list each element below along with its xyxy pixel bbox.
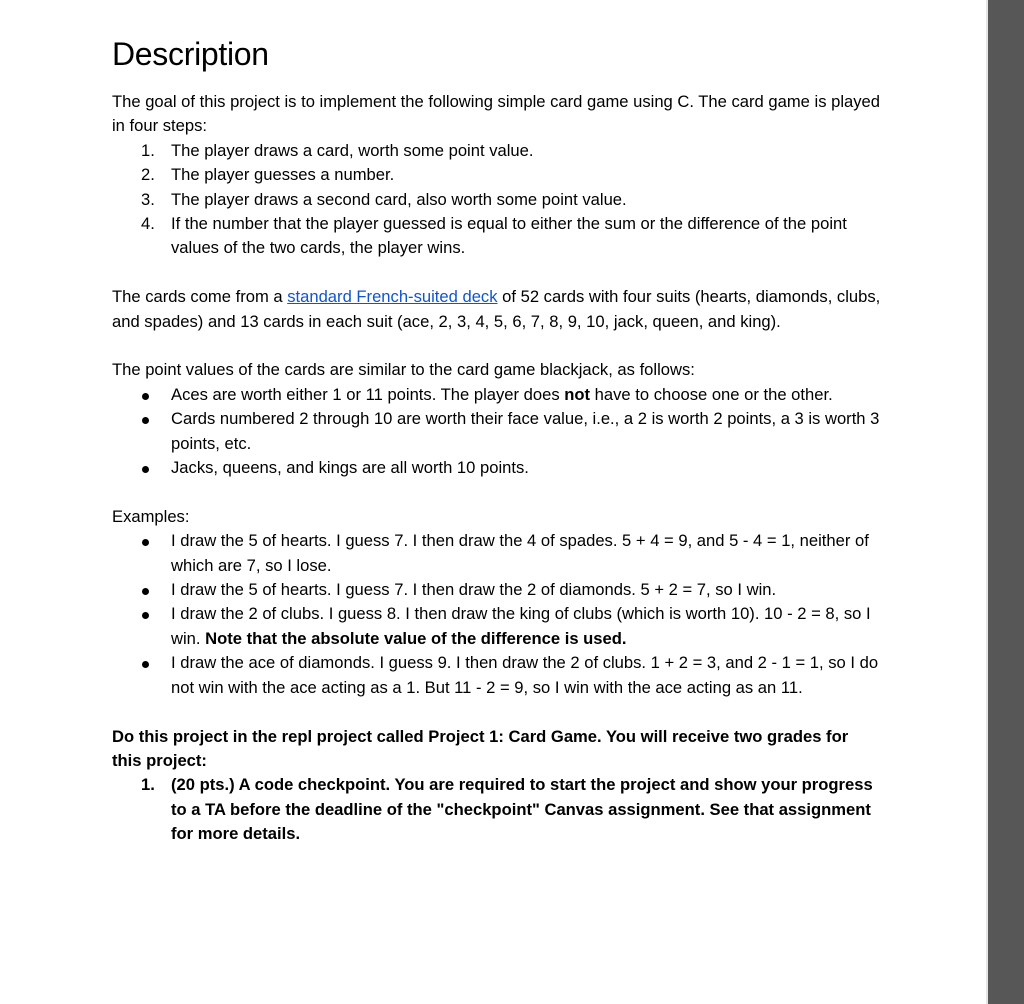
bullet-icon <box>142 661 149 668</box>
bullet-icon <box>142 466 149 473</box>
list-item-text: The player guesses a number. <box>171 165 395 185</box>
spacer <box>112 700 882 724</box>
points-intro: The point values of the cards are similar to the card game blackjack, as follows: <box>112 360 695 380</box>
list-item-text: The player draws a second card, also worth some point value. <box>171 189 627 209</box>
list-item: I draw the 5 of hearts. I guess 7. I then draw the 2 of diamonds. 5 + 2 = 7, so I win. <box>112 578 882 602</box>
list-number: 4. <box>141 214 155 234</box>
bullet-icon <box>142 612 149 619</box>
grades-list <box>112 773 882 846</box>
list-item: I draw the ace of diamonds. I guess 9. I then draw the 2 of clubs. 1 + 2 = 3, and 2 - 1 = 1, so I do not win with the ace acting as a 1. But 11 - 2 = 9, so I win with the ace acting as an 11. <box>112 651 882 700</box>
list-item: I draw the 5 of hearts. I guess 7. I then draw the 4 of spades. 5 + 4 = 9, and 5 - 4 = 1, neither of which are 7, so I lose. <box>112 529 882 578</box>
list-item-text: If the number that the player guessed is equal to either the sum or the difference of the point values of the two cards, the player wins. <box>171 214 847 258</box>
examples-label: Examples: <box>112 506 190 526</box>
list-item <box>112 212 882 261</box>
list-number: 2. <box>141 165 155 185</box>
list-item-text: The player draws a card, worth some point value. <box>171 140 534 160</box>
bullet-icon <box>142 417 149 424</box>
page-title: Description <box>112 36 269 72</box>
list-item: Aces are worth either 1 or 11 points. The player does not have to choose one or the other. <box>112 383 882 407</box>
spacer <box>112 480 882 504</box>
document-content <box>112 34 882 847</box>
list-item <box>112 163 882 187</box>
deck-paragraph <box>112 285 882 334</box>
list-item <box>112 188 882 212</box>
points-list <box>112 383 882 481</box>
spacer <box>112 261 882 285</box>
list-number: 1. <box>141 775 155 795</box>
list-item: Jacks, queens, and kings are all worth 10 points. <box>112 456 882 480</box>
instructions-paragraph: Do this project in the repl project called Project 1: Card Game. You will receive two grades for this project: <box>112 726 849 770</box>
bullet-icon <box>142 539 149 546</box>
examples-list <box>112 529 882 700</box>
list-item <box>112 139 882 163</box>
list-number: 1. <box>141 140 155 160</box>
list-number: 3. <box>141 189 155 209</box>
french-deck-link[interactable]: standard French-suited deck <box>287 287 498 307</box>
bullet-icon <box>142 588 149 595</box>
scrollbar[interactable] <box>988 0 1024 1004</box>
list-item <box>112 773 882 846</box>
deck-text-before: The cards come from a <box>112 287 288 307</box>
list-item: Cards numbered 2 through 10 are worth their face value, i.e., a 2 is worth 2 points, a 3 is worth 3 points, etc. <box>112 407 882 456</box>
list-item-text: (20 pts.) A code checkpoint. You are required to start the project and show your progress to a TA before the deadline of the "checkpoint" Canvas assignment. See that assignment for more details. <box>171 775 873 844</box>
deck-text-after: of 52 cards with four suits (hearts, diamonds, clubs, and spades) and 13 cards in each suit (ace, 2, 3, 4, 5, 6, 7, 8, 9, 10, jack, queen, and king). <box>112 287 881 331</box>
intro-paragraph: The goal of this project is to implement the following simple card game using C. The card game is played in four steps: <box>112 92 880 136</box>
spacer <box>112 334 882 358</box>
list-item: I draw the 2 of clubs. I guess 8. I then draw the king of clubs (which is worth 10). 10 - 2 = 8, so I win. Note that the absolute value of the difference is used. <box>112 602 882 651</box>
steps-list <box>112 139 882 261</box>
bullet-icon <box>142 393 149 400</box>
